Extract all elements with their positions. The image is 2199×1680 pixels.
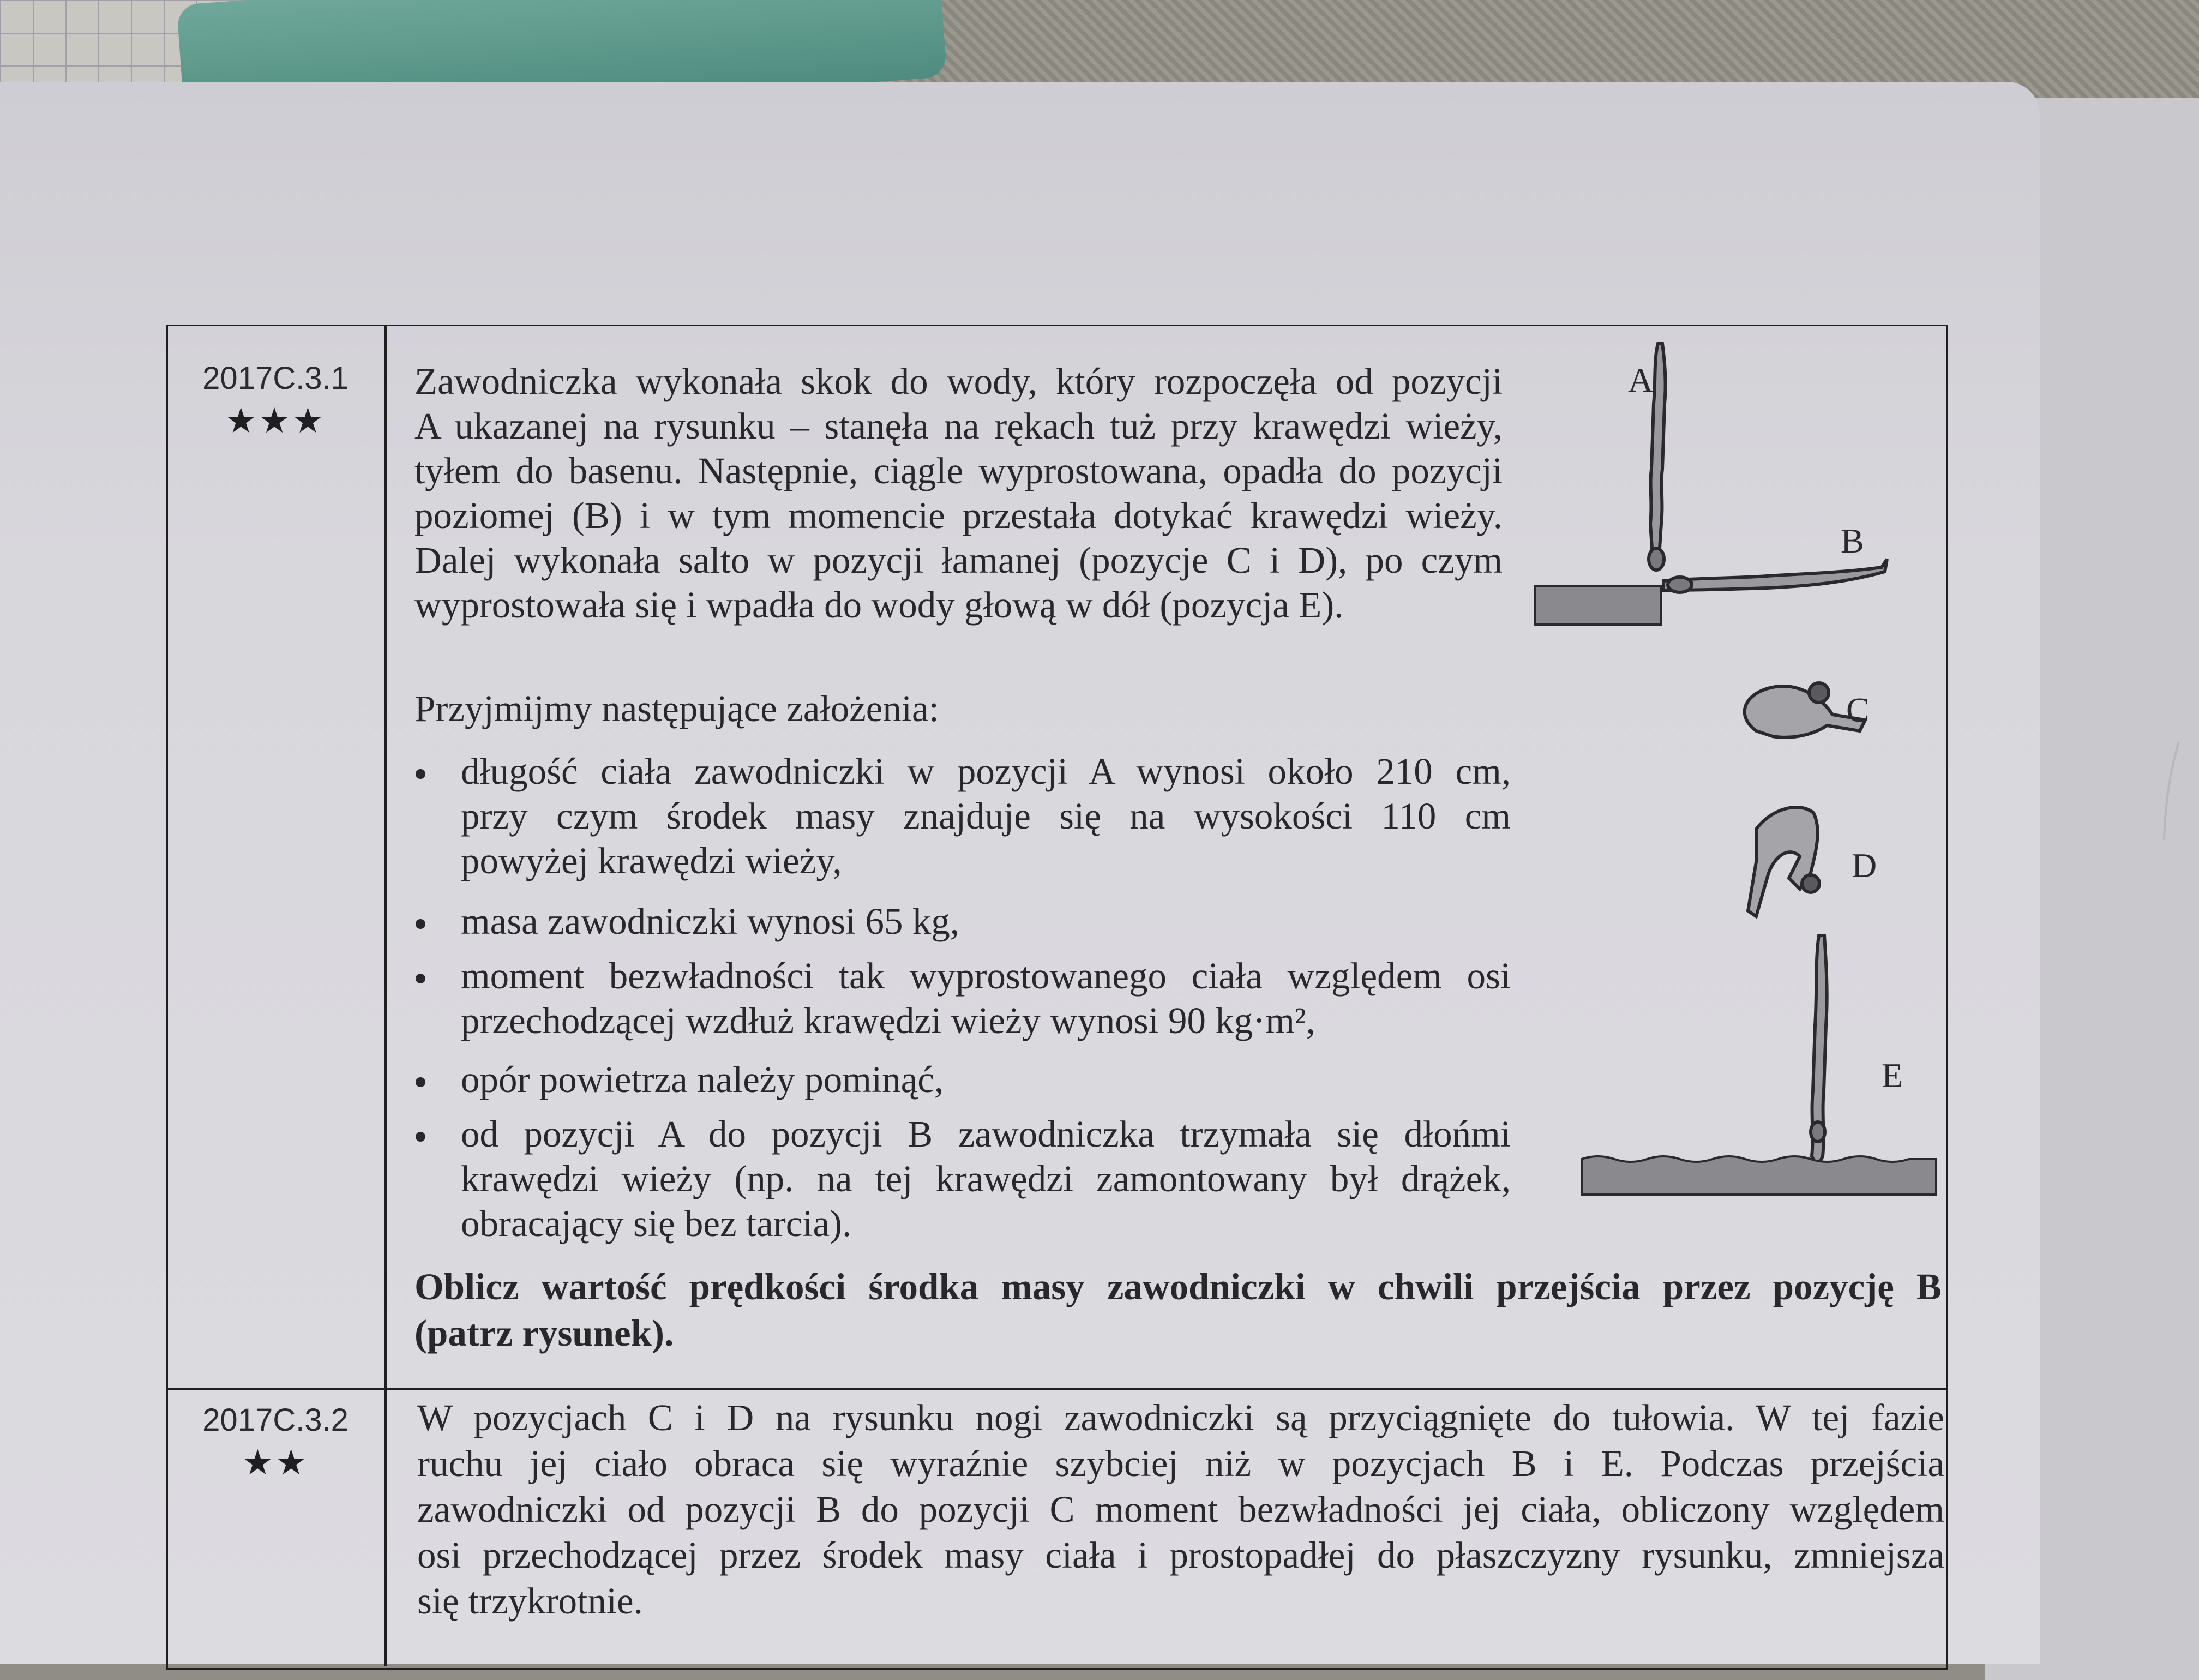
- text-line: się trzykrotnie.: [417, 1580, 643, 1622]
- difficulty-stars: ★★★: [225, 401, 326, 440]
- text-line: W pozycjach C i D na rysunku nogi zawodniczki są przyciągnięte do tułowia. W tej fazie: [417, 1397, 1944, 1438]
- diver-position-b: [1663, 559, 1887, 592]
- text-line: powyżej krawędzi wieży,: [461, 840, 842, 881]
- task-id: 2017C.3.2: [202, 1402, 349, 1438]
- text-line: od pozycji A do pozycji B zawodniczka trzymała się dłońmi: [461, 1113, 1511, 1155]
- tower-platform: [1535, 586, 1661, 625]
- bullet-dot: [416, 1077, 425, 1087]
- table-row-divider: [166, 1388, 1946, 1390]
- text-line: poziomej (B) i w tym momencie przestała dotykać krawędzi wieży.: [414, 495, 1503, 536]
- figure-label-c: C: [1846, 691, 1870, 729]
- bullet-dot: [416, 974, 425, 983]
- text-line: osi przechodzącej przez środek masy ciała i prostopadłej do płaszczyzny rysunku, zmniejsza: [417, 1534, 1944, 1576]
- text-line: zawodniczki od pozycji B do pozycji C moment bezwładności jej ciała, obliczony względem: [417, 1489, 1944, 1530]
- diver-position-e: [1811, 935, 1827, 1167]
- bullet-dot: [416, 919, 425, 929]
- text-line: obracający się bez tarcia).: [461, 1203, 852, 1244]
- text-line: masa zawodniczki wynosi 65 kg,: [461, 901, 960, 942]
- figure-label-a: A: [1628, 361, 1654, 399]
- text-line: moment bezwładności tak wyprostowanego ciała względem osi: [461, 955, 1511, 997]
- text-line: tyłem do basenu. Następnie, ciągle wyprostowana, opadła do pozycji: [414, 450, 1503, 491]
- text-line: długość ciała zawodniczki w pozycji A wynosi około 210 cm,: [461, 751, 1511, 792]
- bullet-dot: [416, 769, 425, 779]
- text-line: Zawodniczka wykonała skok do wody, który rozpoczęła od pozycji: [414, 361, 1503, 402]
- difficulty-stars: ★★: [242, 1443, 309, 1482]
- text-line: przy czym środek masy znajduje się na wysokości 110 cm: [461, 795, 1511, 837]
- text-line: wyprostowała się i wpadła do wody głową w dół (pozycja E).: [414, 584, 1344, 626]
- table-column-divider: [384, 325, 387, 1666]
- text-line: krawędzi wieży (np. na tej krawędzi zamontowany był drążek,: [461, 1158, 1511, 1199]
- text-line: opór powietrza należy pominąć,: [461, 1059, 944, 1100]
- text-line: A ukazanej na rysunku – stanęła na rękach tuż przy krawędzi wieży,: [414, 405, 1503, 447]
- assumptions-heading: Przyjmijmy następujące założenia:: [414, 688, 939, 729]
- pen-mark: [2154, 736, 2187, 845]
- figure-label-e: E: [1882, 1056, 1903, 1095]
- bullet-dot: [416, 1132, 425, 1142]
- text-line: Dalej wykonała salto w pozycji łamanej (pozycje C i D), po czym: [414, 539, 1503, 581]
- water-surface: [1582, 1156, 1936, 1195]
- diver-position-d: [1748, 807, 1819, 916]
- text-line: ruchu jej ciało obraca się wyraźnie szybciej niż w pozycjach B i E. Podczas przejścia: [417, 1443, 1944, 1484]
- figure-label-d: D: [1852, 846, 1877, 885]
- task-id: 2017C.3.1: [202, 361, 349, 396]
- text-line: (patrz rysunek).: [414, 1312, 674, 1354]
- text-line: przechodzącej wzdłuż krawędzi wieży wynosi 90 kg·m²,: [461, 1000, 1315, 1041]
- figure-label-b: B: [1841, 521, 1864, 560]
- text-line: Oblicz wartość prędkości środka masy zawodniczki w chwili przejścia przez pozycję B: [414, 1266, 1942, 1307]
